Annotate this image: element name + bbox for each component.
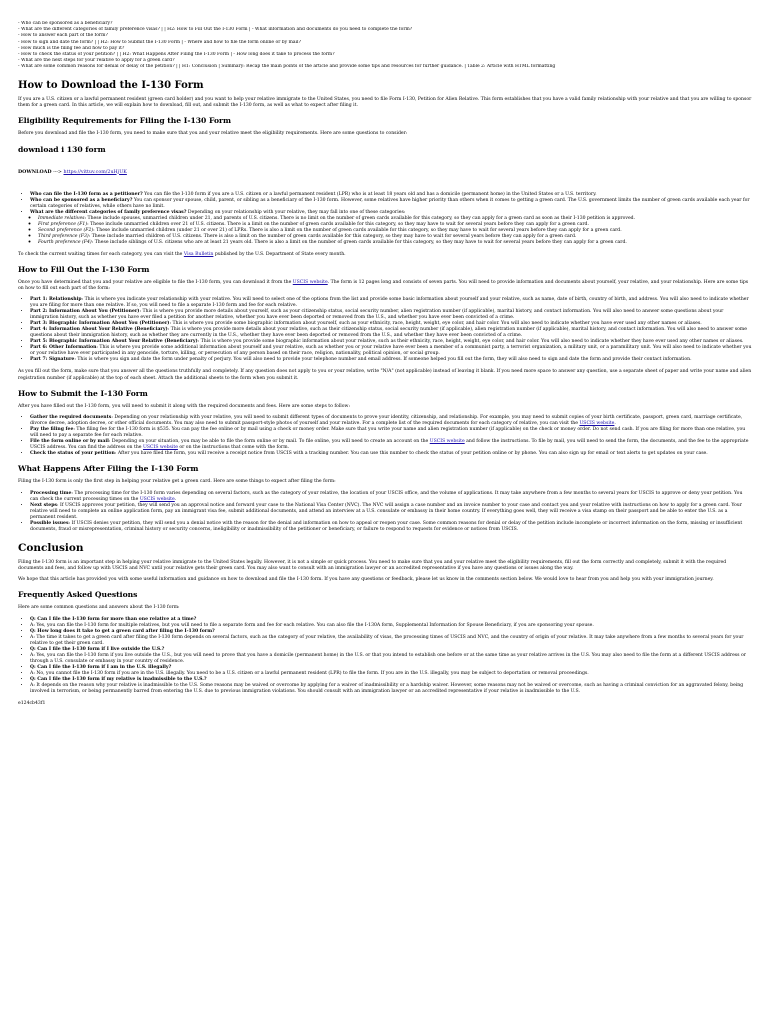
download-line [18,169,752,175]
conclusion-paragraph: Filing the I-130 form is an important step in helping your relative immigrate to the United States legally. However, it is not a simple or quick process. You need to make sure that you and your relative meet the eligibility requirements, fill out the form correctly and completely, submit it with the required documents and fees, and follow up with USCIS and NVC until your relative gets their green card. You may also want to consult with an immigration lawyer or an accredited representative if you have any questions or issues along the way. [18,559,727,571]
list-item [30,357,752,363]
eligibility-list [18,192,752,246]
text-span: . [174,496,177,502]
list-item [30,439,752,451]
faq-heading: Frequently Asked Questions [18,590,138,600]
outline-line: - How much is the filing fee and how to pay it? [18,45,125,51]
item-answer: : This is where you provide some biographic information about yourself, such as your ethnicity, race, height, weight, eye color, and hair color. You will also need to indicate whether you have ever used any other names or aliases. [169,321,702,327]
item-question: File the form online or by mail [30,439,109,445]
question-text: Q: Can I file the I-130 form if I live outside the U.S.? [30,646,165,652]
list-item [30,491,752,503]
item-answer: : Depending on your relationship with your relative, you will need to submit different types of documents to prove your identity, citizenship, and relationship. For example, you may need to submit copies of your birth certificate, passport, green card, marriage certificate, divorce decree, adoption decree, or other official documents. You may also need to submit passport-style photos of yourself and your relative. For a complete list of the required documents for each category of relative, you can visit the [30,415,743,427]
item-question: Who can be sponsored as a beneficiary? [30,197,133,203]
download-label: DOWNLOAD [18,168,52,175]
outline-line: - How to sign and date the form? | | H2: How to Submit the I-130 Form | - Where and how to file the form online or by mail? [18,39,301,45]
question-text: Q: Can I file the I-130 form if my relative is inadmissible to the U.S.? [30,676,207,682]
question-text: Q: Can I file the I-130 form if I am in the U.S. illegally? [30,664,172,670]
item-answer: : The filing fee for the I-130 form is $535. You can pay the fee online or by mail using a check or money order. Make sure that you write your name and alien registration number (if applicable) on the check or money order. Do not send cash. If you are filing for more than one relative, you will need to pay a separate fee for each relative. [30,427,746,439]
text-span: and follow the instructions. To file by mail, you will need to send the form, the documents, and the fee to the appropriate USCIS address. You can find the address on the [30,439,749,451]
submit-heading: How to Submit the I-130 Form [18,389,148,398]
item-answer: : Depending on your situation, you may be able to file the form online or by mail. To file online, you will need to create an account on the [108,439,430,445]
item-question: Part 4: Information About Your Relative (Beneficiary) [30,327,168,333]
list-item [30,345,752,357]
list-item [30,327,752,339]
category-text: : These include spouses, unmarried children under 21, and parents of U.S. citizens. There is no limit on the number of green cards available for this category, so they can apply for a green card as soon as their I-130 petition is approved. [84,215,636,221]
category-text: : These include siblings of U.S. citizens who are at least 21 years old. There is also a limit on the number of green cards available for this category, so they may have to wait for several years before they can apply for a green card. [91,239,627,245]
category-term: Immediate relatives [38,215,85,221]
text-span: or on the instructions that come with the form. [177,445,290,451]
outline-line: - What are the different categories of family preference visas? | | H2: How to Fill Out the I-130 Form | - What information and documents do you need to complete the form? [18,27,413,33]
download-heading: download i 130 form [18,144,106,154]
after-intro: Filing the I-130 form is only the first step in helping your relative get a green card. Here are some things to expect after filing the form: [18,479,336,485]
item-answer: : This is where you indicate your relationship with your relative. You will need to select one of the options from the list and provide some basic information about yourself and your relative, such as name, date of birth, country of birth, and address. You will also need to indicate whether you are filing for more than one relative. If so, you will need to file a separate I-130 form and fee for each relative. [30,297,749,309]
faq-answer: • A: Yes, you can file the I-130 form if you live outside the U.S., but you will need to prove that you have a domicile (permanent home) in the U.S. or that you intend to establish one before or at the same time as your relative arrives in the U.S. You may also need to file the form at a different USCIS address or through a U.S. consulate or embassy in your country of residence. [30,653,752,665]
uscis-link[interactable]: USCIS website [292,279,328,285]
question-text: Q: How long does it take to get a green card after filing the I-130 form? [30,628,215,634]
visa-bulletin-link[interactable]: Visa Bulletin [183,251,214,257]
category-text: : These include unmarried children over 21 of U.S. citizens. There is a limit on the number of green cards available for this category, so they may have to wait for several years before they can apply for a green card. [87,221,589,227]
category-term: Third preference (F3) [38,233,89,239]
item-question: Part 6: Other Information [30,345,97,351]
download-separator: ---> [51,169,62,175]
item-question: Who can file the I-130 form as a petitioner? [30,191,143,197]
item-question: Processing time [30,490,72,496]
item-question: Next steps [30,502,58,508]
list-item [30,415,752,427]
item-question: Possible issues [30,520,69,526]
item-answer: Depending on your relationship with your relative, they may fall into one of these categories: [186,209,406,215]
item-question: Pay the filing fee [30,427,74,433]
faq-answer: • A: The time it takes to get a green card after filing the I-130 form depends on several factors, such as the category of your relative, the availability of visas, the processing times of USCIS and NVC, and the country of origin of your relative. It may take anywhere from a few months to several years for your relative to get their green card. [30,635,752,647]
category-list [30,216,752,246]
text-span: . [614,421,616,427]
fill-heading: How to Fill Out the I-130 Form [18,264,150,274]
item-answer: : This is where you provide more details about your relative, such as their citizenship status, social security number (if applicable), alien registration number (if applicable), marital history, and contact information. You will also need to answer some questions about their immigration history, such as whether they are currently in the U.S., whether they have ever been deported or removed from the U.S., and whether they have ever been convicted of a crime. [30,327,748,339]
item-answer: : The processing time for the I-130 form varies depending on several factors, such as the category of your relative, the location of your USCIS office, and the volume of applications. It may take anywhere from a few months to several years for USCIS to approve or deny your petition. You can check the current processing times on the [30,490,743,502]
item-answer: You can sponsor your spouse, child, parent, or sibling as a beneficiary of the I-130 form. However, some relatives have higher priority than others when it comes to getting a green card. The U.S. government limits the number of green cards available each year for certain categories of relatives, while others have no limit. [30,197,750,209]
list-item [30,503,752,521]
outline-line: - What are the next steps for your relative to apply for a green card? [18,58,175,64]
submit-intro: After you have filled out the I-130 form, you will need to submit it along with the required documents and fees. Here are some steps to follow: [18,404,350,409]
list-item [30,451,752,457]
item-question: Part 5: Biographic Information About Your Relative (Beneficiary) [30,339,198,345]
text-span: To check the current waiting times for each category, you can visit the [18,251,184,257]
question-text: Q: Can I file the I-130 form for more than one relative at a time? [30,616,197,622]
item-answer: : If USCIS approves your petition, they will send you an approval notice and forward your case to the National Visa Center (NVC). The NVC will assign a case number and an invoice number to your case and contact you and your relative with instructions on how to apply for a green card. Your relative will need to complete an online application form, pay an immigrant visa fee, submit additional documents, and attend an interview at a U.S. consulate or embassy in their home country. If everything goes well, they will receive a visa stamp on their passport and be able to enter the U.S. as a permanent resident. [30,502,742,520]
fill-intro [18,280,752,293]
category-term: Fourth preference (F4) [38,239,92,245]
item-question: Check the status of your petition [30,451,115,457]
intro-paragraph: If you are a U.S. citizen or a lawful permanent resident (green card holder) and you want to help your relative immigrate to the United States, you need to file Form I-130, Petition for Alien Relative. This form establishes that you have a valid family relationship with your relative and that you are willing to sponsor them for a green card. In this article, we will explain how to download, fill out, and submit the I-130 form, as well as what to expect after filing it. [18,96,752,108]
uscis-link[interactable]: USCIS website [579,421,615,427]
faq-answer: • A: No, you cannot file the I-130 form if you are in the U.S. illegally. You need to be a U.S. citizen or a lawful permanent resident (LPR) to file the form. If you are in the U.S. illegally, you may be subject to deportation or removal proceedings. [30,671,752,677]
text-span: published by the U.S. Department of State every month. [213,251,346,257]
page-title: How to Download the I-130 Form [18,79,204,91]
footer-id: e124cb43f1 [18,700,46,706]
parts-list [18,297,752,363]
list-item [30,521,752,533]
download-link[interactable]: https://vittuv.com/2uHjUK [63,169,127,175]
uscis-link[interactable]: USCIS website [142,445,178,451]
conclusion-heading: Conclusion [18,541,84,554]
item-question: What are the different categories of family preference visas? [30,209,187,215]
item-answer: : This is where you provide some additional information about yourself and your relative, such as whether you or your relative have ever been a member of a communist party, a terrorist organization, a military unit, or a paramilitary unit. You will also need to indicate whether you or your relative have ever participated in any genocide, torture, killing, or persecution of any person based on their race, religion, nationality, political opinion, or social group. [30,345,752,357]
item-answer: : This is where you provide more details about yourself, such as your citizenship status, social security number, alien registration number (if applicable), marital history, and contact information. You will also need to answer some questions about your immigration history, such as whether you have ever filed a petition for another relative, whether you have ever been deported or removed from the U.S., and whether you have ever been convicted of a crime. [30,309,724,321]
item-answer: You can file the I-130 form if you are a U.S. citizen or a lawful permanent resident (LPR) who is at least 18 years old and has a domicile (permanent home) in the United States or a U.S. territory. [142,191,597,197]
faq-list [18,617,752,695]
item-question: Part 3: Biographic Information About You (Petitioner) [30,321,170,327]
submit-list [18,415,752,457]
eligibility-outro [18,252,752,258]
fill-outro: As you fill out the form, make sure that you answer all the questions truthfully and completely. If any question does not apply to you or your relative, write "N/A" (not applicable) instead of leaving it blank. If you need more space to answer any question, use a separate sheet of paper and write your name and alien registration number (if applicable) at the top of each sheet. Attach the additional sheets to the form when you submit it. [18,369,752,381]
item-question: Part 2: Information About You (Petitioner) [30,309,140,315]
faq-intro: Here are some common questions and answers about the I-130 form: [18,605,180,611]
item-question: Gather the required documents [30,415,112,421]
item-answer: : If USCIS denies your petition, they will send you a denial notice with the reason for the denial and information on how to appeal or reopen your case. Some common reasons for denial or delay of the petition include incomplete or incorrect information on the form, missing or insufficient documents, fraud or misrepresentation, criminal history or security concerns, ineligibility or inadmissibility of the petitioner or beneficiary, or failure to respond to requests for evidence or notices from USCIS. [30,520,743,532]
outline-line: - Who can be sponsored as a beneficiary? [18,21,113,26]
conclusion-paragraph: We hope that this article has provided you with some useful information and guidance on how to download and file the I-130 form. If you have any questions or feedback, please let us know in the comments section below. We would love to hear from you and help you with your immigration journey. [18,577,714,583]
list-item [30,210,752,246]
text-span: . The form is 12 pages long and consists of seven parts. You will need to provide information and documents about yourself, your relative, and your relationship. Here are some tips on how to fill out each part of the form: [18,279,749,292]
uscis-link[interactable]: USCIS website [429,439,465,445]
outline-line: - How to answer each part of the form? [18,33,108,39]
outline-line: - What are some common reasons for denial or delay of the petition? | | H1: Conclusion | Summary: Recap the main points of the article and provide some tips and resources for further guidance. | Table 2: Article with HTML formatting [18,64,556,70]
faq-answer: • A: Yes, you can file the I-130 form for multiple relatives, but you will need to file a separate form and fee for each relative. You can also file the I-130A form, Supplemental Information for Spouse Beneficiary, if you are sponsoring your spouse. [30,623,752,629]
item-question: Part 1: Relationship [30,297,82,303]
article-outline [18,21,752,71]
category-term: Second preference (F2) [38,227,94,233]
uscis-link[interactable]: USCIS website [139,496,175,502]
eligibility-intro: Before you download and file the I-130 form, you need to make sure that you and your relative meet the eligibility requirements. Here are some questions to consider: [18,131,408,137]
faq-answer: • A: It depends on the reason why your relative is inadmissible to the U.S. Some reasons may be waived or overcome by applying for a waiver of inadmissibility or a hardship waiver. However, some reasons may not be waived or overcome, such as having a criminal conviction for an aggravated felony, being involved in terrorism, or being permanently barred from entering the U.S. due to previous immigration violations. You should consult with an immigration lawyer or an accredited representative if your relative is inadmissible to the U.S. [30,683,752,695]
eligibility-heading: Eligibility Requirements for Filing the I-130 Form [18,116,232,126]
list-item [30,309,752,321]
list-item [30,297,752,309]
category-text: : These include married children of U.S. citizens. There is also a limit on the number of green cards available for this category, so they may have to wait for several years before they can apply for a green card. [88,233,577,239]
outline-line: - How to check the status of your petition? | | H2: What Happens After Filing the I-130 Form | - How long does it take to process the form? [18,52,335,58]
category-item [38,240,752,246]
after-heading: What Happens After Filing the I-130 Form [18,464,199,474]
item-answer: : This is where you provide some biographic information about your relative, such as their ethnicity, race, height, weight, eye color, and hair color. You will also need to indicate whether they have ever used any other names or aliases. [197,339,744,345]
category-text: : These include unmarried children (under 21 or over 21) of LPRs. There is also a limit on the number of green cards available for this category, so they may have to wait for several years before they can apply for a green card. [93,227,622,233]
list-item [30,427,752,439]
item-answer: : After you have filed the form, you will receive a receipt notice from USCIS with a tracking number. You can use this number to check the status of your petition online or by phone. You can also sign up for email or text alerts to get updates on your case. [114,451,708,457]
item-question: Part 7: Signature [30,357,75,363]
text-span: Once you have determined that you and your relative are eligible to file the I-130 form, you can download it from the [18,279,293,285]
item-answer: : This is where you sign and date the form under penalty of perjury. You will also need to provide your telephone number and email address. If someone helped you fill out the form, they will also need to sign and date the form and provide their contact information. [74,357,692,363]
list-item [30,198,752,210]
after-list [18,491,752,533]
category-term: First preference (F1) [38,221,88,227]
